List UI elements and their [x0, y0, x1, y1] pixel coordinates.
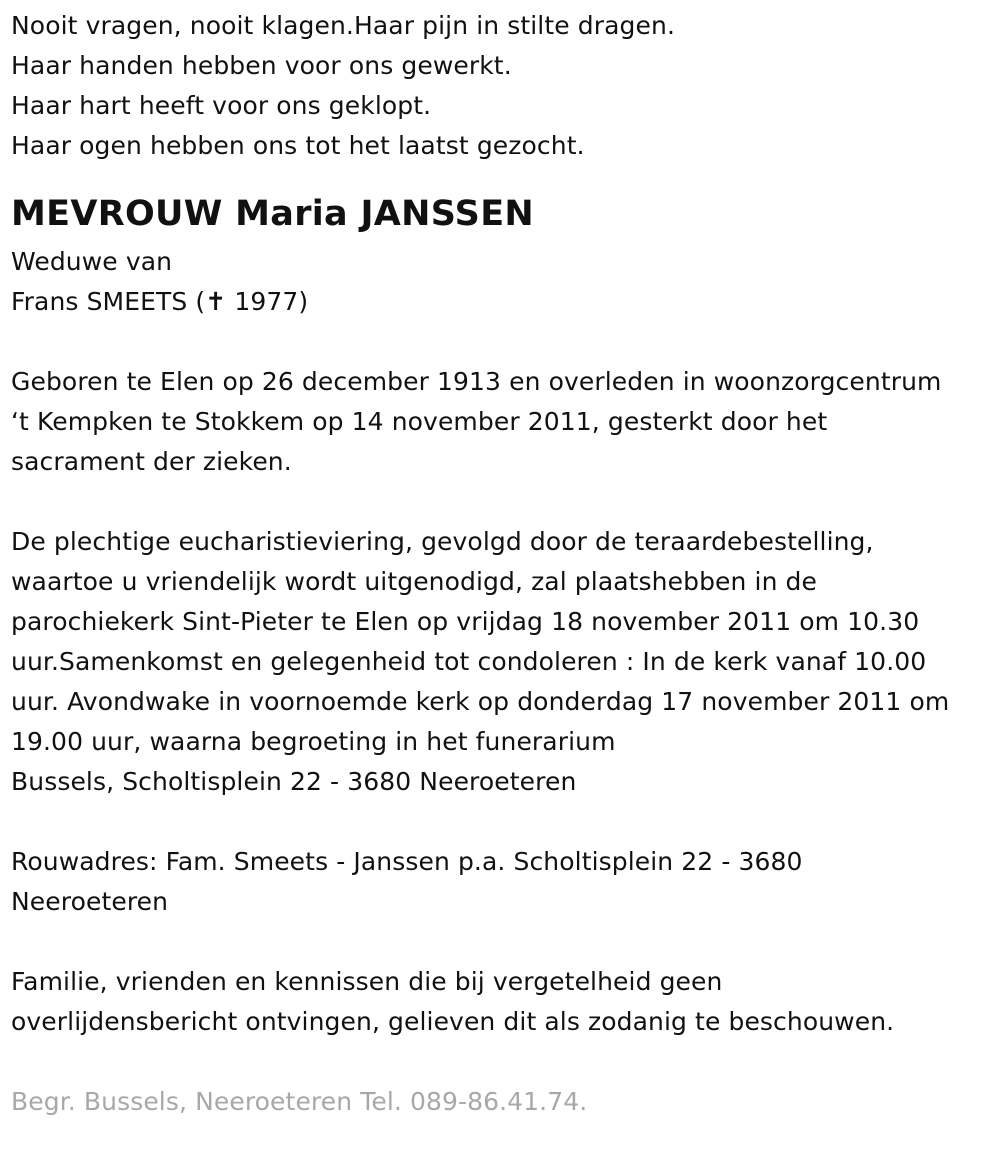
- funeral-home-footer: Begr. Bussels, Neeroeteren Tel. 089-86.41.74.: [11, 1087, 588, 1116]
- paragraph-line: Familie, vrienden en kennissen die bij vergetelheid geen: [11, 967, 723, 996]
- spacer: [11, 482, 996, 522]
- paragraph-line: Neeroeteren: [11, 887, 169, 916]
- poem-line: Haar ogen hebben ons tot het laatst gezocht.: [11, 131, 585, 160]
- deceased-relation: [11, 242, 996, 322]
- paragraph-line: De plechtige eucharistieviering, gevolgd door de teraardebestelling,: [11, 527, 874, 556]
- paragraph-line: Geboren te Elen op 26 december 1913 en overleden in woonzorgcentrum: [11, 367, 942, 396]
- spacer: [11, 802, 996, 842]
- paragraph-line: sacrament der zieken.: [11, 447, 292, 476]
- relation-label: Weduwe van: [11, 247, 173, 276]
- paragraph-line: uur. Avondwake in voornoemde kerk op donderdag 17 november 2011 om: [11, 687, 950, 716]
- paragraph-line: overlijdensbericht ontvingen, gelieven dit als zodanig te beschouwen.: [11, 1007, 895, 1036]
- deceased-name: MEVROUW Maria JANSSEN: [11, 194, 534, 234]
- paragraph-line: Bussels, Scholtisplein 22 - 3680 Neeroeteren: [11, 767, 577, 796]
- notice-paragraph: [11, 962, 996, 1042]
- poem-line: Haar handen hebben voor ons gewerkt.: [11, 51, 512, 80]
- paragraph-line: ‘t Kempken te Stokkem op 14 november 2011, gesterkt door het: [11, 407, 828, 436]
- spacer: [11, 1042, 996, 1082]
- paragraph-line: Rouwadres: Fam. Smeets - Janssen p.a. Scholtisplein 22 - 3680: [11, 847, 803, 876]
- paragraph-line: 19.00 uur, waarna begroeting in het funerarium: [11, 727, 616, 756]
- poem-line: Nooit vragen, nooit klagen.Haar pijn in stilte dragen.: [11, 11, 675, 40]
- spacer: [11, 922, 996, 962]
- poem-line: Haar hart heeft voor ons geklopt.: [11, 91, 432, 120]
- spacer: [11, 166, 996, 186]
- paragraph-line: parochiekerk Sint-Pieter te Elen op vrijdag 18 november 2011 om 10.30: [11, 607, 920, 636]
- ceremony-paragraph: [11, 522, 996, 802]
- spacer: [11, 322, 996, 362]
- spouse-name: Frans SMEETS (✝ 1977): [11, 287, 309, 316]
- birth-death-paragraph: [11, 362, 996, 482]
- paragraph-line: waartoe u vriendelijk wordt uitgenodigd, zal plaatshebben in de: [11, 567, 818, 596]
- obituary-notice: [11, 6, 996, 1122]
- poem: [11, 6, 996, 166]
- paragraph-line: uur.Samenkomst en gelegenheid tot condoleren : In de kerk vanaf 10.00: [11, 647, 927, 676]
- mourning-address: [11, 842, 996, 922]
